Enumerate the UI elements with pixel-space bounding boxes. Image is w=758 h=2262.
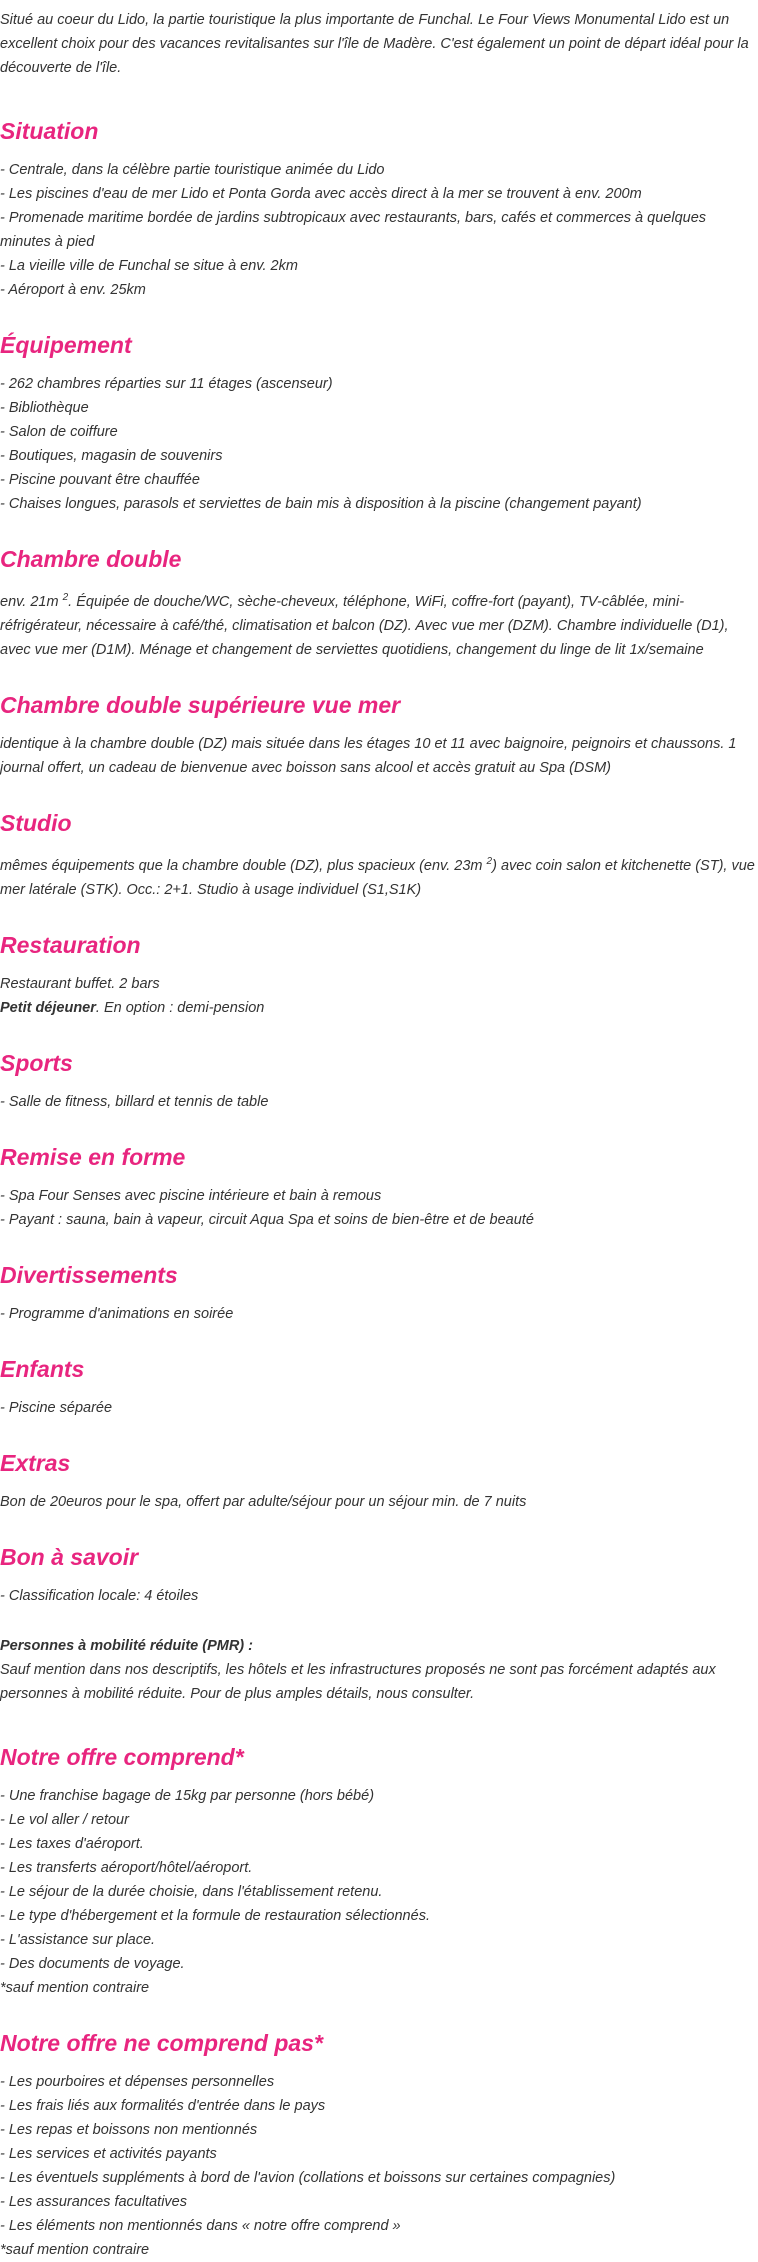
section-bon-a-savoir (0, 1542, 758, 1608)
restauration-option: . En option : demi-pension (95, 999, 265, 1016)
divertissements-line: - Programme d'animations en soirée (0, 1305, 234, 1322)
section-chambre-superieure (0, 690, 758, 780)
restauration-line (0, 996, 758, 1020)
offre-comprend-line: - Les transferts aéroport/hôtel/aéroport. (0, 1859, 253, 1876)
situation-line: - La vieille ville de Funchal se situe à env. 2km (0, 258, 298, 274)
section-title-studio: Studio (0, 809, 72, 836)
section-title-offre-ne-comprend-pas: Notre offre ne comprend pas* (0, 2029, 323, 2056)
offre-ne-comprend-line: - Les éventuels suppléments à bord de l'avion (collations et boissons sur certaines compagnies) (0, 2169, 616, 2186)
section-title-chambre-superieure: Chambre double supérieure vue mer (0, 691, 401, 718)
offre-comprend-line: - Le type d'hébergement et la formule de restauration sélectionnés. (0, 1907, 430, 1924)
section-title-bon-a-savoir: Bon à savoir (0, 1543, 139, 1570)
section-title-offre-comprend: Notre offre comprend* (0, 1743, 244, 1770)
chambre-superieure-text: identique à la chambre double (DZ) mais située dans les étages 10 et 11 avec baignoire, peignoirs et chaussons. 1 journal offert, un cadeau de bienvenue avec boisson sans alcool et accès gratuit au Spa (DSM) (0, 735, 737, 776)
equipement-line: - Bibliothèque (0, 400, 89, 416)
section-title-extras: Extras (0, 1449, 71, 1476)
offre-ne-comprend-line: - Les pourboires et dépenses personnelles (0, 2073, 275, 2090)
chambre-double-text-b: . Équipée de douche/WC, sèche-cheveux, téléphone, WiFi, coffre-fort (payant), TV-câblée, mini-réfrigérateur, nécessaire à café/thé, climatisation et balcon (DZ). Avec vue mer (DZM). Chambre individuelle (D1), avec vue mer (D1M). Ménage et changement de serviettes quotidiens, changement du linge de lit 1x/semaine (0, 593, 729, 658)
section-title-restauration: Restauration (0, 931, 141, 958)
pmr-text: Sauf mention dans nos descriptifs, les hôtels et les infrastructures proposés ne sont pas forcément adaptés aux personnes à mobilité réduite. Pour de plus amples détails, nous consulter. (0, 1661, 716, 1702)
equipement-line: - Salon de coiffure (0, 424, 118, 440)
petit-dejeuner-label: Petit déjeuner (0, 999, 96, 1016)
situation-line: - Promenade maritime bordée de jardins subtropicaux avec restaurants, bars, cafés et commerces à quelques minutes à pied (0, 210, 707, 250)
equipement-line: - Chaises longues, parasols et serviettes de bain mis à disposition à la piscine (changement payant) (0, 496, 642, 512)
offre-comprend-line: - Le séjour de la durée choisie, dans l'établissement retenu. (0, 1883, 383, 1900)
intro-text: Situé au coeur du Lido, la partie touristique la plus importante de Funchal. Le Four Views Monumental Lido est un excellent choix pour des vacances revitalisantes sur l'île de Madère. C'est également un point de départ idéal pour la découverte de l'île. (0, 12, 749, 76)
offre-ne-comprend-line: - Les services et activités payants (0, 2145, 217, 2162)
chambre-double-text (0, 586, 758, 662)
section-title-situation: Situation (0, 118, 99, 144)
offre-ne-comprend-line: - Les frais liés aux formalités d'entrée dans le pays (0, 2097, 326, 2114)
studio-text-a: mêmes équipements que la chambre double (DZ), plus spacieux (env. 23m (0, 857, 487, 874)
situation-line: - Centrale, dans la célèbre partie touristique animée du Lido (0, 162, 385, 178)
studio-text (0, 850, 758, 902)
pmr-notice (0, 1634, 758, 1706)
section-divertissements (0, 1260, 758, 1326)
offre-ne-comprend-line: - Les éléments non mentionnés dans « notre offre comprend » (0, 2217, 401, 2234)
remise-line: - Spa Four Senses avec piscine intérieure et bain à remous (0, 1187, 382, 1204)
section-situation (0, 116, 758, 302)
section-title-remise-en-forme: Remise en forme (0, 1143, 186, 1170)
section-offre-comprend (0, 1742, 758, 2000)
chambre-double-text-a: env. 21m (0, 593, 63, 610)
equipement-line: - Piscine pouvant être chauffée (0, 472, 200, 488)
equipement-line: - 262 chambres réparties sur 11 étages (ascenseur) (0, 376, 333, 392)
section-enfants (0, 1354, 758, 1420)
offre-comprend-line: - Une franchise bagage de 15kg par personne (hors bébé) (0, 1787, 375, 1804)
section-title-sports: Sports (0, 1049, 73, 1076)
offre-ne-comprend-footnote: *sauf mention contraire (0, 2241, 150, 2258)
sports-line: - Salle de fitness, billard et tennis de table (0, 1093, 269, 1110)
section-title-divertissements: Divertissements (0, 1261, 178, 1288)
section-studio (0, 808, 758, 902)
offre-ne-comprend-line: - Les assurances facultatives (0, 2193, 187, 2210)
section-chambre-double (0, 544, 758, 662)
section-restauration (0, 930, 758, 1020)
pmr-label: Personnes à mobilité réduite (PMR) : (0, 1637, 253, 1654)
studio-text-b: ) avec coin salon et kitchenette (ST), vue mer latérale (STK). Occ.: 2+1. Studio à usage individuel (S1,S1K) (0, 857, 755, 898)
bon-a-savoir-line: - Classification locale: 4 étoiles (0, 1587, 199, 1604)
section-offre-ne-comprend-pas (0, 2028, 758, 2262)
section-equipement (0, 330, 758, 516)
studio-sup: 2 (486, 855, 493, 867)
section-extras (0, 1448, 758, 1514)
offre-comprend-line: - Des documents de voyage. (0, 1955, 185, 1972)
section-title-chambre-double: Chambre double (0, 546, 182, 572)
section-sports (0, 1048, 758, 1114)
offre-comprend-line: - Les taxes d'aéroport. (0, 1835, 144, 1852)
enfants-line: - Piscine séparée (0, 1399, 113, 1416)
offre-comprend-line: - L'assistance sur place. (0, 1931, 156, 1948)
offre-comprend-line: - Le vol aller / retour (0, 1811, 129, 1828)
section-title-equipement: Équipement (0, 332, 132, 358)
situation-line: - Aéroport à env. 25km (0, 282, 146, 298)
section-title-enfants: Enfants (0, 1355, 85, 1382)
remise-line: - Payant : sauna, bain à vapeur, circuit Aqua Spa et soins de bien-être et de beauté (0, 1211, 534, 1228)
offre-comprend-footnote: *sauf mention contraire (0, 1979, 150, 1996)
section-remise-en-forme (0, 1142, 758, 1232)
restauration-line: Restaurant buffet. 2 bars (0, 975, 160, 992)
equipement-line: - Boutiques, magasin de souvenirs (0, 448, 223, 464)
extras-line: Bon de 20euros pour le spa, offert par adulte/séjour pour un séjour min. de 7 nuits (0, 1493, 527, 1510)
situation-line: - Les piscines d'eau de mer Lido et Ponta Gorda avec accès direct à la mer se trouvent à env. 200m (0, 186, 642, 202)
chambre-double-sup: 2 (62, 592, 69, 603)
offre-ne-comprend-line: - Les repas et boissons non mentionnés (0, 2121, 258, 2138)
